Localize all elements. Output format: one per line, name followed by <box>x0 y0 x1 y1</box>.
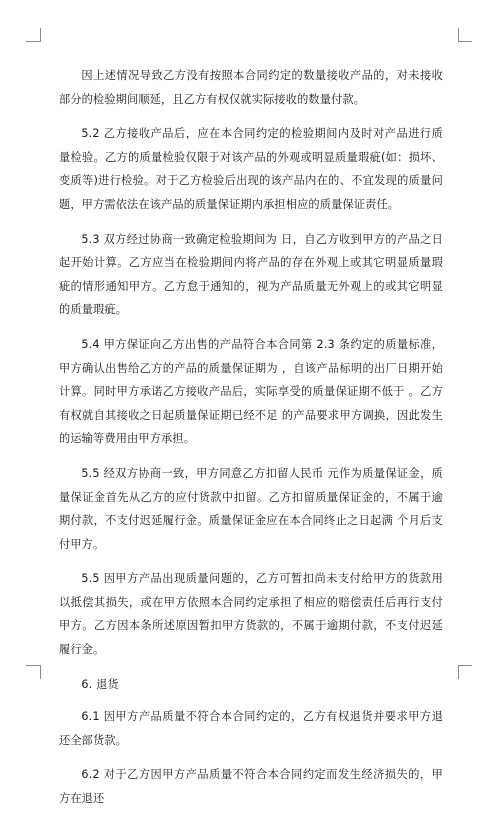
crop-mark-bottom-left-v <box>40 665 41 679</box>
crop-mark-bottom-right-v <box>458 665 459 679</box>
crop-mark-bottom-left-h <box>26 665 40 666</box>
crop-mark-top-left-v <box>40 28 41 42</box>
paragraph-5-4: 5.4 甲方保证向乙方出售的产品符合本合同第 2.3 条约定的质量标准，甲方确认出售给乙方的产品的质量保证期为 ，自该产品标明的出厂日期开始计算。同时甲方承诺乙方接收产品后，实际享受的质量保证期不低于 。乙方有权就自其接收之日起质量保证期已经不足 的产品要求甲方调换，因此发生的运输等费用由甲方承担。 <box>59 337 443 446</box>
paragraph-5-3: 5.3 双方经过协商一致确定检验期间为 日，自乙方收到甲方的产品之日起开始计算。乙方应当在检验期间内将产品的存在外观上或其它明显质量瑕疵的情形通知甲方。乙方怠于通知的，视为产品质量无外观上的或其它明显的质量瑕疵。 <box>59 232 443 317</box>
section-heading-returns: 6. 退货 <box>81 677 119 691</box>
paragraph-quantity-inspection: 因上述情况导致乙方没有按照本合同约定的数量接收产品的，对未接收部分的检验期间顺延，且乙方有权仅就实际接收的数量付款。 <box>59 69 443 106</box>
crop-mark-bottom-right-h <box>458 665 472 666</box>
document-body <box>59 64 443 822</box>
paragraph-6-1: 6.1 因甲方产品质量不符合本合同约定的，乙方有权退货并要求甲方退还全部货款。 <box>59 710 443 747</box>
crop-mark-top-left-h <box>26 41 40 42</box>
paragraph-5-2: 5.2 乙方接收产品后，应在本合同约定的检验期间内及时对产品进行质量检验。乙方的质量检验仅限于对该产品的外观或明显质量瑕疵(如：损坏、变质等)进行检验。对于乙方检验后出现的该产品内在的、不宜发现的质量问题，甲方需依法在该产品的质量保证期内承担相应的质量保证责任。 <box>59 127 443 211</box>
crop-mark-top-right-h <box>458 41 472 42</box>
crop-mark-top-right-v <box>458 28 459 42</box>
paragraph-5-5-withhold: 5.5 因甲方产品出现质量问题的，乙方可暂扣尚未支付给甲方的货款用以抵偿其损失，或在甲方依照本合同约定承担了相应的赔偿责任后再行支付甲方。乙方因本条所述原因暂扣甲方货款的，不属于逾期付款，不支付迟延履行金。 <box>59 572 443 657</box>
paragraph-6-2: 6.2 对于乙方因甲方产品质量不符合本合同约定而发生经济损失的，甲方在退还 <box>59 768 443 806</box>
paragraph-5-5-deposit: 5.5 经双方协商一致，甲方同意乙方扣留人民币 元作为质量保证金，质量保证金首先从乙方的应付货款中扣留。乙方扣留质量保证金的，不属于逾期付款，不支付迟延履行金。质量保证金应在本合同终止之日起满 个月后支付甲方。 <box>59 466 443 551</box>
